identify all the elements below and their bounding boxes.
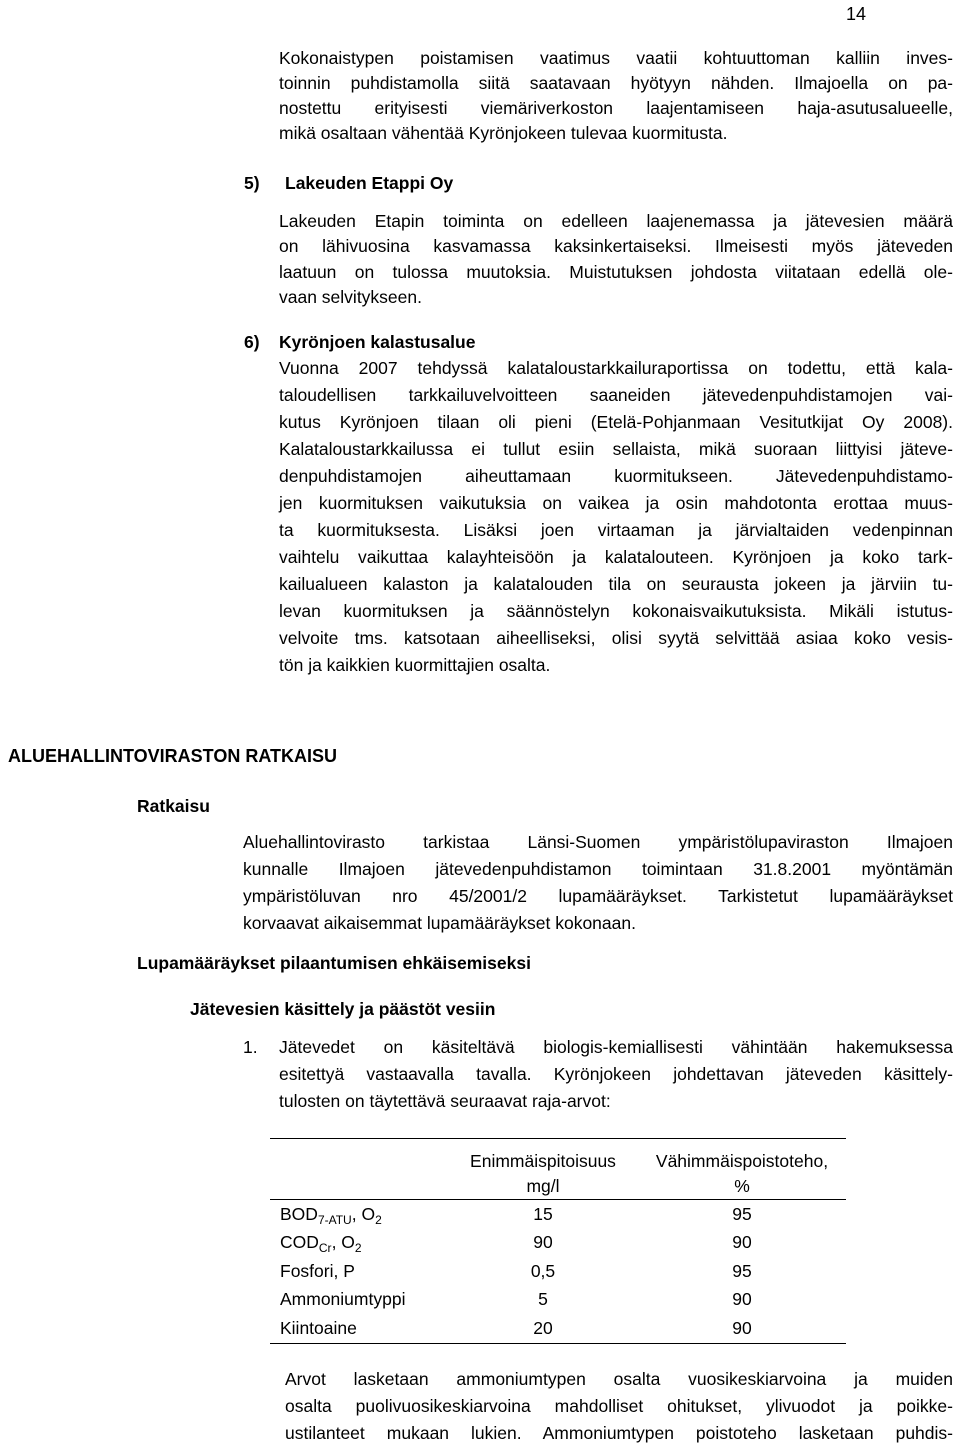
text-line: kunnalle Ilmajoen jätevedenpuhdistamon toimintaan 31.8.2001 myöntämän [243,859,953,879]
section-number: 5) [244,173,260,193]
text-line: on lähivuosina kasvamassa kaksinkertaiseksi. Ilmeisesti myös jäteveden [279,236,953,256]
min-cell: 90 [732,1289,752,1310]
text-line: ympäristöluvan nro 45/2001/2 lupamääräykset. Tarkistetut lupamääräykset [243,886,953,906]
text-line: Vuonna 2007 tehdyssä kalataloustarkkailuraportissa on todettu, että kala- [279,358,953,378]
table-row [270,1314,846,1343]
min-cell: 90 [638,1314,846,1343]
max-cell: 90 [533,1232,553,1253]
text-line: mikä osaltaan vähentää Kyrönjokeen tulevaa kuormitusta. [279,123,728,143]
item-number: 1. [243,1037,258,1057]
page-number: 14 [846,4,867,24]
max-cell: 5 [538,1289,548,1310]
limits-table [270,1138,846,1344]
header-min-line1: Vähimmäispoistoteho, [655,1151,829,1171]
parameter-cell: $BOD_{7-ATU}$, $O_2$ [270,1200,448,1229]
text-line: korvaavat aikaisemmat lupamääräykset kokonaan. [243,913,636,933]
waste-heading: Jätevesien käsittely ja päästöt vesiin [190,999,496,1019]
text-line: laatuun on tulossa muutoksia. Muistutuksen johdosta viitataan edellä ole- [279,262,953,282]
text-line: tulosten on täytettävä seuraavat raja-arvot: [279,1091,611,1111]
text-line: osalta puolivuosikeskiarvoina mahdolliset ohitukset, ylivuodot ja poikke- [285,1396,953,1416]
table-row [270,1257,846,1286]
text-line: Jätevedet on käsiteltävä biologis-kemiallisesti vähintään hakemuksessa [279,1037,953,1057]
text-line: Lakeuden Etapin toiminta on edelleen laajenemassa ja jätevesien määrä [279,211,953,231]
header-cell-max [448,1139,638,1200]
text-line: Kokonaistypen poistamisen vaatimus vaatii kohtuuttoman kalliin inves- [279,48,953,68]
max-cell: 15 [448,1200,638,1229]
min-cell: 95 [638,1200,846,1229]
permit-heading: Lupamääräykset pilaantumisen ehkäisemiseksi [137,953,531,973]
max-cell: 0,5 [530,1260,556,1281]
parameter-cell: Ammoniumtyppi [280,1289,406,1310]
table-row [270,1286,846,1315]
text-line: vaan selvitykseen. [279,287,422,307]
text-line: tön ja kaikkien kuormittajien osalta. [279,655,551,675]
ratkaisu-label: Ratkaisu [137,796,210,816]
table-header-row [270,1139,846,1200]
text-line: Arvot lasketaan ammoniumtypen osalta vuosikeskiarvoina ja muiden [285,1369,953,1389]
header-max-line2: mg/l [526,1176,560,1196]
text-line: nostettu erityisesti viemäriverkoston laajentamiseen haja-asutusalueelle, [279,98,953,118]
text-line: taloudellisen tarkkailuvelvoitteen saaneiden jätevedenpuhdistamojen vai- [279,385,953,405]
text-line: velvoite tms. katsotaan aiheelliseksi, olisi syytä selvittää asiaa koko vesis- [279,628,953,648]
min-cell: 90 [732,1232,752,1253]
table-row [270,1229,846,1258]
min-cell: 95 [732,1260,752,1281]
parameter-cell: Fosfori, P [280,1260,355,1281]
text-line: ta kuormituksesta. Lisäksi joen virtaaman ja järvialtaiden vedenpinnan [279,520,953,540]
section-title: Lakeuden Etappi Oy [285,173,454,193]
section-number: 6) [244,332,260,352]
decision-heading: ALUEHALLINTOVIRASTON RATKAISU [8,746,338,766]
header-min-line2: % [734,1176,750,1196]
table-row [270,1200,846,1229]
text-line: toinnin puhdistamolla siitä saatavaan hyötyyn nähden. Ilmajoella on pa- [279,73,953,93]
text-line: ustilanteet mukaan lukien. Ammoniumtypen poistoteho lasketaan puhdis- [285,1423,953,1443]
text-line: kutus Kyrönjoen tilaan oli pieni (Etelä-Pohjanmaan Vesitutkijat Oy 2008). [279,412,953,432]
header-cell-min [638,1139,846,1200]
text-line: vaihtelu vaikuttaa kalayhteisöön ja kalatalouteen. Kyrönjoen ja koko tark- [279,547,953,567]
text-line: jen kuormituksen vaikutuksia on vaikea ja osin mahdotonta erottaa muus- [279,493,953,513]
parameter-cell: Kiintoaine [270,1314,448,1343]
header-max-line1: Enimmäispitoisuus [470,1151,616,1171]
parameter-cell: $COD_{Cr}$, $O_2$ [280,1232,362,1256]
text-line: denpuhdistamojen aiheuttamaan kuormitukseen. Jätevedenpuhdistamo- [279,466,953,486]
section-title: Kyrönjoen kalastusalue [279,332,476,352]
text-line: kailualueen kalaston ja kalatalouden tila on seurausta jokeen ja järviin tu- [279,574,953,594]
text-line: esitettyä vastaavalla tavalla. Kyrönjokeen johdettavan jäteveden käsittely- [279,1064,953,1084]
header-cell-empty [270,1139,448,1200]
text-line: Kalataloustarkkailussa ei tullut esiin sellaista, mikä suoraan liittyisi jäteve- [279,439,953,459]
text-line: Aluehallintovirasto tarkistaa Länsi-Suomen ympäristölupaviraston Ilmajoen [243,832,953,852]
max-cell: 20 [448,1314,638,1343]
text-line: levan kuormituksen ja säännöstelyn kokonaisvaikutuksista. Mikäli istutus- [279,601,953,621]
